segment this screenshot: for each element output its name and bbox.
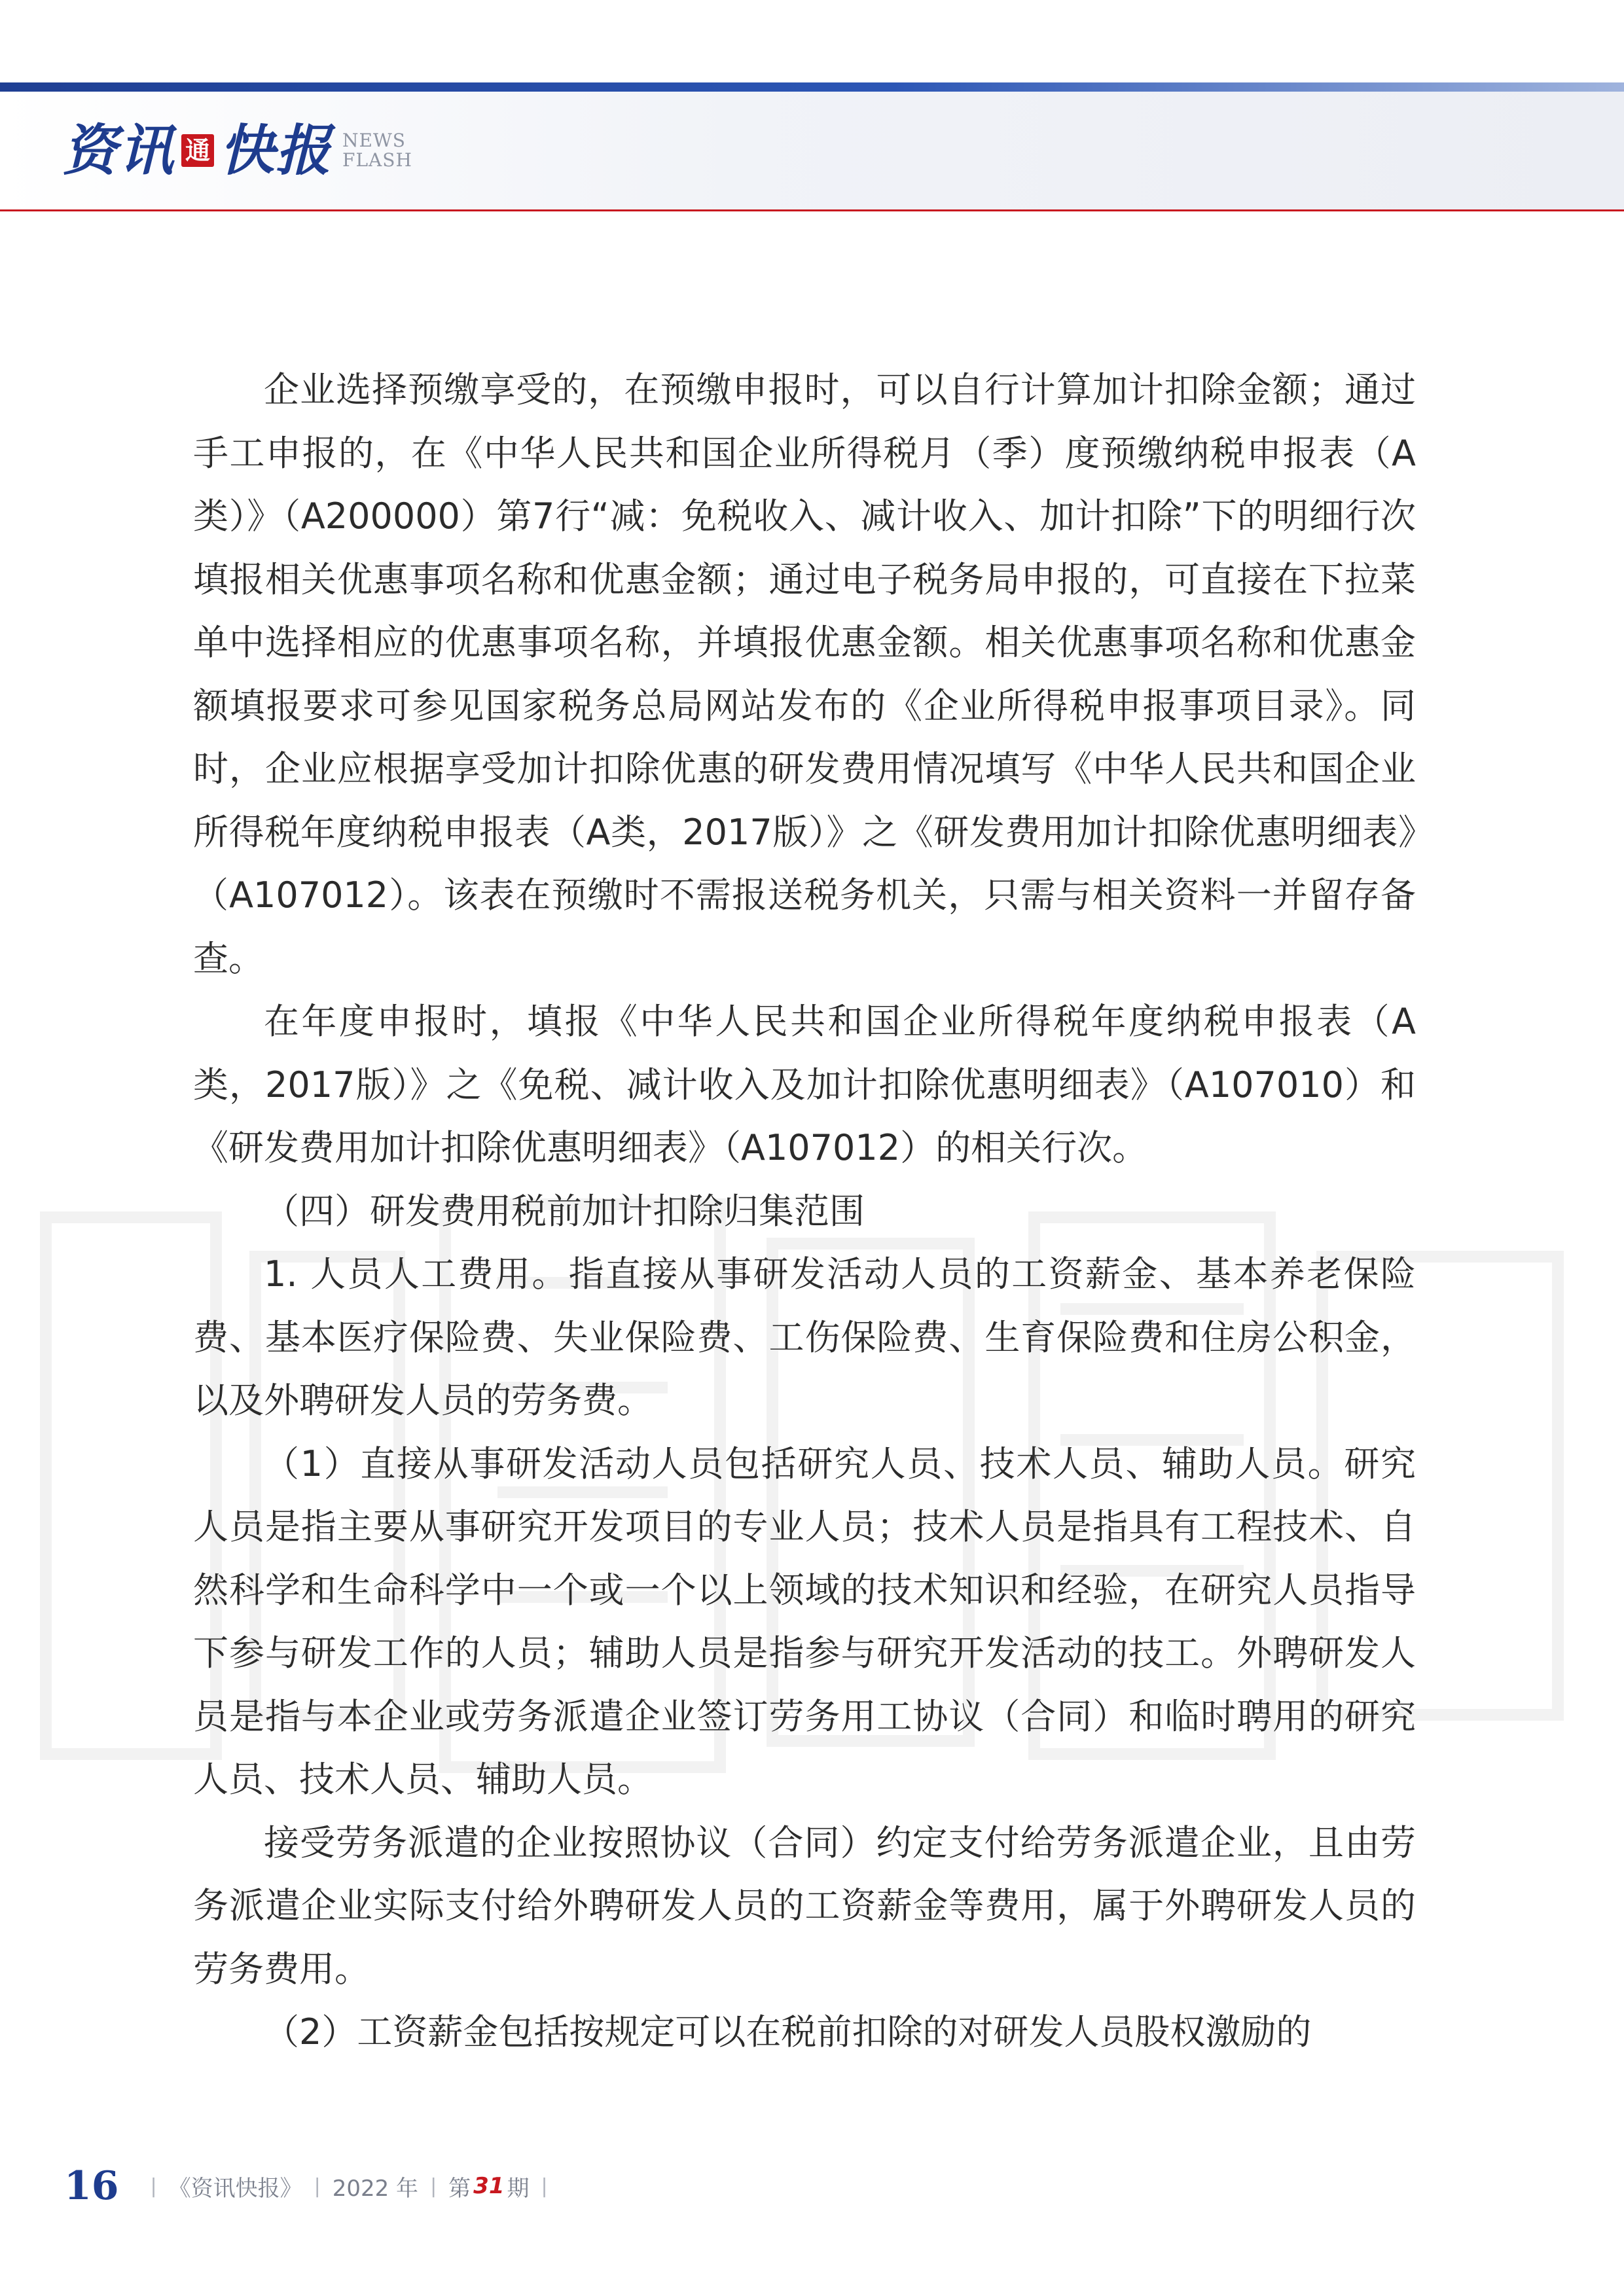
- masthead-seal: 通: [181, 134, 214, 167]
- publication-year: 2022 年: [332, 2175, 419, 2202]
- footer-separator: |: [541, 2174, 548, 2198]
- flash-label: FLASH: [342, 149, 412, 171]
- header-divider: [0, 209, 1624, 211]
- page-footer: [64, 2160, 560, 2212]
- masthead: [62, 118, 412, 183]
- article-body: [193, 359, 1416, 2064]
- paragraph: 企业选择预缴享受的，在预缴申报时，可以自行计算加计扣除金额；通过手工申报的，在《中华人民共和国企业所得税月（季）度预缴纳税申报表（A类）》（A200000）第7行“减：免税收入、减计收入、加计扣除”下的明细行次填报相关优惠事项名称和优惠金额；通过电子税务局申报的，可直接在下拉菜单中选择相应的优惠事项名称，并填报优惠金额。相关优惠事项名称和优惠金额填报要求可参见国家税务总局网站发布的《企业所得税申报事项目录》。同时，企业应根据享受加计扣除优惠的研发费用情况填写《中华人民共和国企业所得税年度纳税申报表（A类，2017版）》之《研发费用加计扣除优惠明细表》（A107012）。该表在预缴时不需报送税务机关，只需与相关资料一并留存备查。: [193, 369, 1416, 979]
- header-top-bar: [0, 82, 1624, 92]
- news-label: NEWS: [342, 130, 406, 151]
- news-flash-label: [342, 131, 412, 170]
- footer-separator: |: [430, 2174, 437, 2198]
- page-number: 16: [64, 2163, 119, 2209]
- paragraph: （2）工资薪金包括按规定可以在税前扣除的对研发人员股权激励的: [264, 2011, 1312, 2053]
- section-heading: （四）研发费用税前加计扣除归集范围: [264, 1190, 865, 1232]
- footer-separator: |: [314, 2174, 321, 2198]
- issue-prefix: 第: [448, 2175, 471, 2202]
- paragraph: 1. 人员人工费用。指直接从事研发活动人员的工资薪金、基本养老保险费、基本医疗保险费、失业保险费、工伤保险费、生育保险费和住房公积金，以及外聘研发人员的劳务费。: [193, 1253, 1416, 1421]
- paragraph: （1）直接从事研发活动人员包括研究人员、技术人员、辅助人员。研究人员是指主要从事研究开发项目的专业人员；技术人员是指具有工程技术、自然科学和生命科学中一个或一个以上领域的技术知识和经验，在研究人员指导下参与研发工作的人员；辅助人员是指参与研究开发活动的技工。外聘研发人员是指与本企业或劳务派遣企业签订劳务用工协议（合同）和临时聘用的研究人员、技术人员、辅助人员。: [193, 1443, 1416, 1800]
- masthead-title-right: 快报: [219, 118, 333, 183]
- paragraph: 在年度申报时，填报《中华人民共和国企业所得税年度纳税申报表（A类，2017版）》之《免税、减计收入及加计扣除优惠明细表》（A107010）和《研发费用加计扣除优惠明细表》（A107012）的相关行次。: [193, 1001, 1416, 1168]
- footer-separator: |: [150, 2174, 157, 2198]
- masthead-title-left: 资讯: [62, 118, 175, 183]
- issue-number: 31: [473, 2173, 505, 2199]
- publication-name: 《资讯快报》: [168, 2175, 302, 2202]
- issue-suffix: 期: [507, 2175, 530, 2202]
- paragraph: 接受劳务派遣的企业按照协议（合同）约定支付给劳务派遣企业，且由劳务派遣企业实际支付给外聘研发人员的工资薪金等费用，属于外聘研发人员的劳务费用。: [193, 1821, 1416, 1990]
